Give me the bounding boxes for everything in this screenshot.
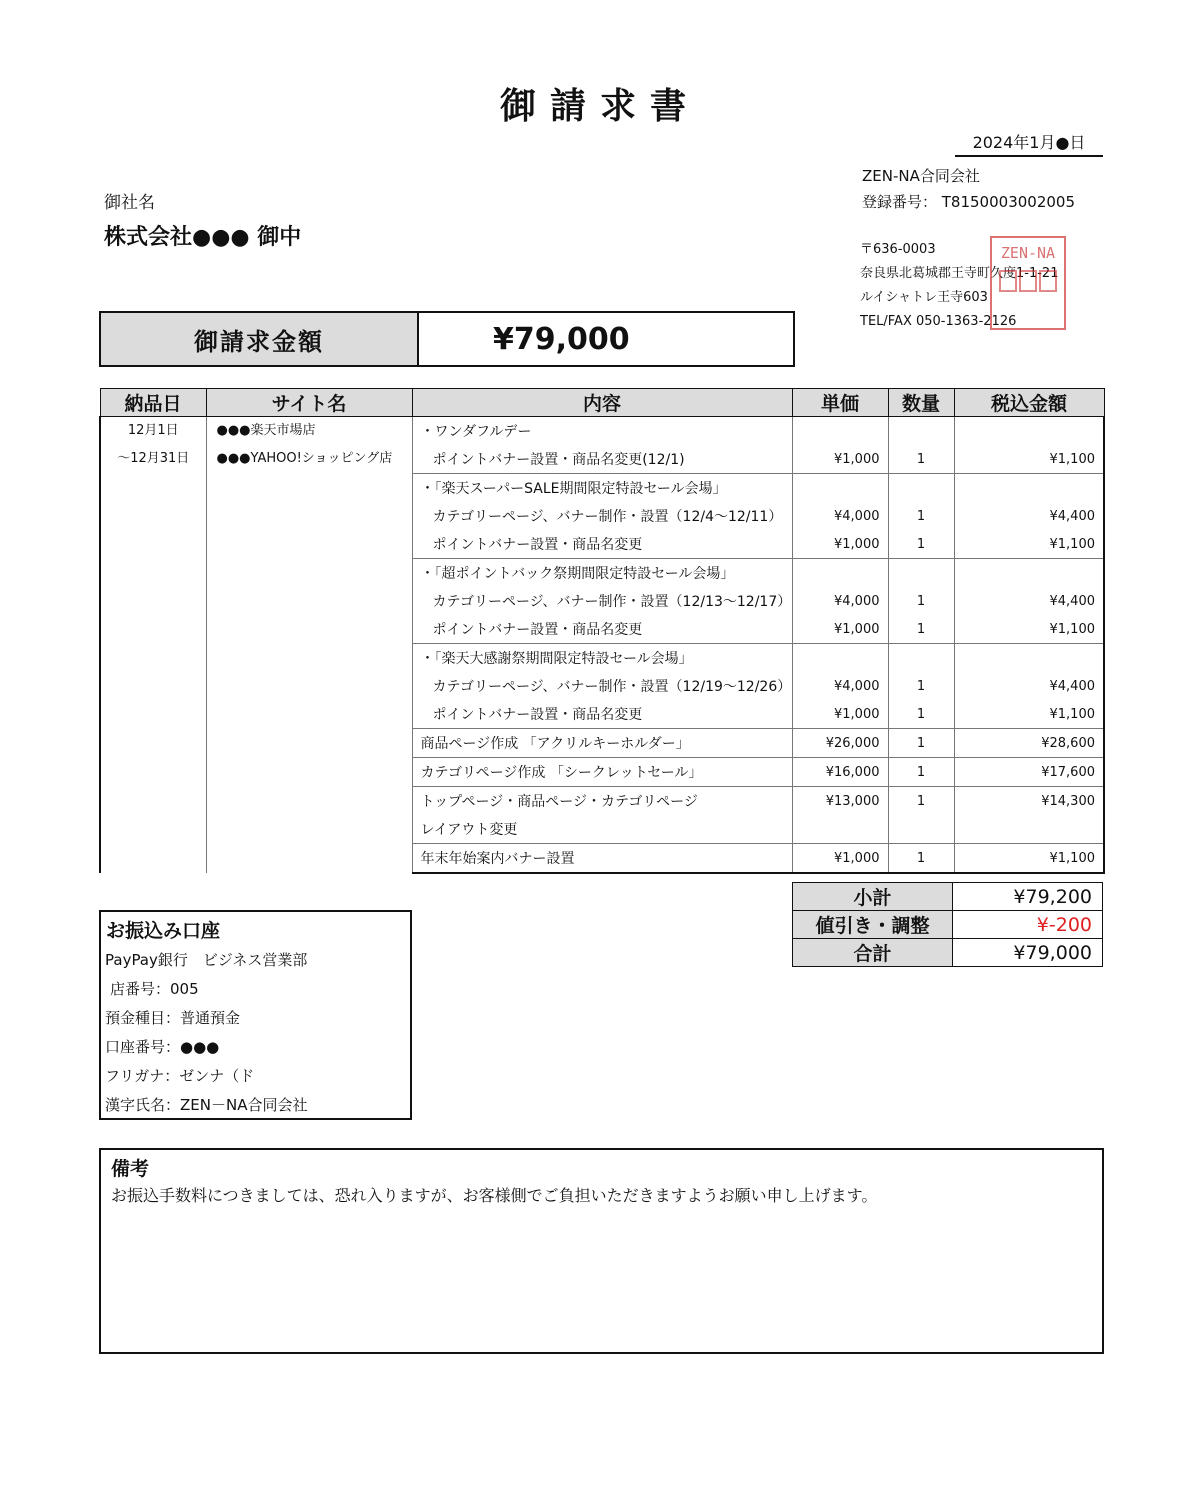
row-unit-price: ¥26,000 xyxy=(792,729,888,758)
row-quantity xyxy=(888,417,954,446)
row-description: ・「楽天スーパーSALE期間限定特設セール会場」 xyxy=(412,474,792,503)
row-amount: ¥1,100 xyxy=(954,700,1104,729)
row-quantity: 1 xyxy=(888,700,954,729)
site-names-cell xyxy=(206,417,412,874)
grand-total-label: 合計 xyxy=(793,939,953,967)
adjustment-label: 値引き・調整 xyxy=(793,911,953,939)
row-quantity: 1 xyxy=(888,787,954,816)
row-quantity: 1 xyxy=(888,758,954,787)
row-quantity xyxy=(888,474,954,503)
row-quantity: 1 xyxy=(888,587,954,615)
issuer-registration: 登録番号： T8150003002005 xyxy=(862,193,1075,211)
seal-text: ZEN-NA xyxy=(1000,244,1056,262)
issuer-block xyxy=(862,163,1075,215)
invoice-date: 2024年1月●日 xyxy=(955,130,1103,157)
row-unit-price: ¥4,000 xyxy=(792,672,888,700)
row-amount: ¥1,100 xyxy=(954,445,1104,474)
bank-account-type: 預金種目：普通預金 xyxy=(105,1009,241,1027)
document-title: 御請求書 xyxy=(499,86,700,127)
row-description: 年末年始案内バナー設置 xyxy=(412,844,792,874)
row-quantity xyxy=(888,644,954,673)
row-unit-price xyxy=(792,559,888,588)
row-unit-price: ¥1,000 xyxy=(792,530,888,559)
row-description: ・「楽天大感謝祭期間限定特設セール会場」 xyxy=(412,644,792,673)
header-delivery-date: 納品日 xyxy=(100,389,206,417)
row-amount: ¥17,600 xyxy=(954,758,1104,787)
issuer-company: ZEN-NA合同会社 xyxy=(862,167,980,185)
row-description: カテゴリーページ、バナー制作・設置（12/19～12/26） xyxy=(432,679,792,695)
row-amount xyxy=(954,417,1104,446)
line-items-table xyxy=(99,388,1105,874)
delivery-end: ～12月31日 xyxy=(117,451,190,466)
header-unit-price: 単価 xyxy=(792,389,888,417)
row-quantity: 1 xyxy=(888,672,954,700)
row-unit-price xyxy=(792,815,888,844)
bank-branch: 店番号：005 xyxy=(110,980,199,998)
row-unit-price: ¥16,000 xyxy=(792,758,888,787)
subtotal-label: 小計 xyxy=(793,883,953,911)
remarks-box xyxy=(99,1148,1104,1354)
adjustment-value: ¥-200 xyxy=(953,911,1103,939)
grand-total-value: ¥79,000 xyxy=(953,939,1103,967)
company-seal-stamp xyxy=(990,236,1066,330)
header-quantity: 数量 xyxy=(888,389,954,417)
recipient-name: 株式会社●●● 御中 xyxy=(104,225,302,250)
row-unit-price xyxy=(792,417,888,446)
seal-pattern xyxy=(992,268,1064,300)
row-amount xyxy=(954,644,1104,673)
bank-account-number: 口座番号：●●● xyxy=(105,1038,220,1056)
header-amount-incl-tax: 税込金額 xyxy=(954,389,1104,417)
row-amount: ¥28,600 xyxy=(954,729,1104,758)
row-unit-price: ¥4,000 xyxy=(792,587,888,615)
row-unit-price: ¥13,000 xyxy=(792,787,888,816)
billing-total-value: ¥79,000 xyxy=(493,321,630,357)
billing-total-box xyxy=(99,311,795,367)
bank-account-furigana: フリガナ：ゼンナ（ド xyxy=(105,1067,255,1085)
header-content: 内容 xyxy=(412,389,792,417)
row-description: ポイントバナー設置・商品名変更(12/1) xyxy=(432,452,685,468)
bank-account-holder: 漢字氏名：ZEN－NA合同会社 xyxy=(105,1096,308,1114)
row-unit-price: ¥1,000 xyxy=(792,844,888,874)
bank-account-title: お振込み口座 xyxy=(106,920,221,942)
table-row xyxy=(100,417,1104,446)
row-amount: ¥4,400 xyxy=(954,502,1104,530)
row-unit-price: ¥1,000 xyxy=(792,700,888,729)
row-amount xyxy=(954,815,1104,844)
row-amount xyxy=(954,474,1104,503)
row-unit-price: ¥4,000 xyxy=(792,502,888,530)
row-quantity: 1 xyxy=(888,729,954,758)
row-unit-price xyxy=(792,474,888,503)
row-description: カテゴリーページ、バナー制作・設置（12/13～12/17） xyxy=(432,594,792,610)
row-description: トップページ・商品ページ・カテゴリページ xyxy=(412,787,792,816)
row-amount: ¥1,100 xyxy=(954,844,1104,874)
row-description: レイアウト変更 xyxy=(412,815,792,844)
row-description: カテゴリページ作成 「シークレットセール」 xyxy=(412,758,792,787)
row-amount: ¥4,400 xyxy=(954,587,1104,615)
row-quantity: 1 xyxy=(888,445,954,474)
row-quantity xyxy=(888,559,954,588)
row-amount xyxy=(954,559,1104,588)
row-amount: ¥1,100 xyxy=(954,530,1104,559)
issuer-postal: 〒636-0003 xyxy=(860,242,936,257)
row-quantity: 1 xyxy=(888,844,954,874)
subtotal-value: ¥79,200 xyxy=(953,883,1103,911)
site-name-yahoo: ●●●YAHOO!ショッピング店 xyxy=(216,451,393,466)
table-header-row xyxy=(100,389,1104,417)
remarks-title: 備考 xyxy=(111,1158,150,1180)
row-description: ポイントバナー設置・商品名変更 xyxy=(432,622,643,638)
site-name-rakuten: ●●●楽天市場店 xyxy=(216,423,316,438)
subtotal-row xyxy=(793,883,1103,911)
bank-name: PayPay銀行 ビジネス営業部 xyxy=(105,951,308,969)
delivery-period-cell xyxy=(100,417,206,874)
issuer-address-line1: 奈良県北葛城郡王寺町久度1-1-21 xyxy=(860,266,1059,281)
row-description: ・ワンダフルデー xyxy=(412,417,792,446)
row-amount: ¥14,300 xyxy=(954,787,1104,816)
bank-account-box xyxy=(99,910,412,1120)
row-quantity: 1 xyxy=(888,530,954,559)
recipient-label: 御社名 xyxy=(104,193,155,213)
grand-total-row xyxy=(793,939,1103,967)
row-unit-price: ¥1,000 xyxy=(792,445,888,474)
issuer-telfax: TEL/FAX 050-1363-2126 xyxy=(860,314,1017,329)
row-quantity xyxy=(888,815,954,844)
remarks-text: お振込手数料につきましては、恐れ入りますが、お客様側でご負担いただきますようお願い申し上げます。 xyxy=(111,1186,878,1205)
row-quantity: 1 xyxy=(888,502,954,530)
row-description: ポイントバナー設置・商品名変更 xyxy=(432,707,643,723)
row-unit-price: ¥1,000 xyxy=(792,615,888,644)
row-description: カテゴリーページ、バナー制作・設置（12/4～12/11） xyxy=(432,509,783,525)
summary-table xyxy=(792,882,1103,967)
header-site-name: サイト名 xyxy=(206,389,412,417)
row-description: ポイントバナー設置・商品名変更 xyxy=(432,537,643,553)
billing-total-label: 御請求金額 xyxy=(101,313,419,365)
delivery-start: 12月1日 xyxy=(127,423,179,438)
row-quantity: 1 xyxy=(888,615,954,644)
row-description: 商品ページ作成 「アクリルキーホルダー」 xyxy=(412,729,792,758)
row-description: ・「超ポイントバック祭期間限定特設セール会場」 xyxy=(412,559,792,588)
row-amount: ¥1,100 xyxy=(954,615,1104,644)
row-amount: ¥4,400 xyxy=(954,672,1104,700)
row-unit-price xyxy=(792,644,888,673)
issuer-address-line2: ルイシャトレ王寺603 xyxy=(860,290,988,305)
adjustment-row xyxy=(793,911,1103,939)
